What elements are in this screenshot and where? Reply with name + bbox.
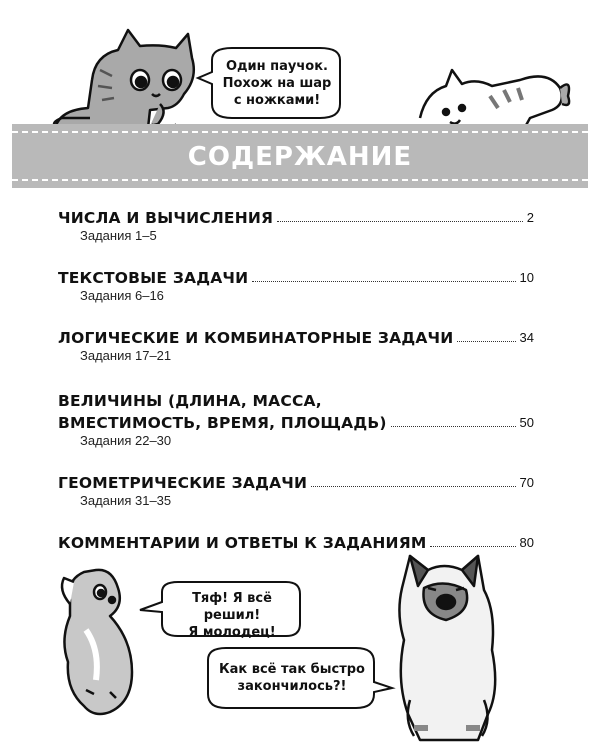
toc-entry[interactable]: [58, 385, 534, 450]
toc-entry[interactable]: [58, 325, 534, 365]
speech-text-left: [164, 590, 300, 641]
toc-entry[interactable]: [58, 470, 534, 510]
toc-entry[interactable]: [58, 205, 534, 245]
header-banner: [12, 124, 588, 188]
toc-entry-title: ЛОГИЧЕСКИЕ И КОМБИНАТОРНЫЕ ЗАДАЧИ: [58, 329, 454, 347]
leader-dots: [457, 341, 515, 342]
speech-line: Как всё так быстро: [219, 662, 365, 677]
toc-entry-tasks: Задания 6–16: [80, 288, 164, 303]
banner-dashed-line-top: [12, 131, 588, 133]
speech-line: закончилось?!: [237, 679, 347, 694]
dog-icon: [62, 570, 132, 714]
toc-entry-page: 34: [519, 330, 534, 345]
leader-dots: [277, 221, 523, 222]
toc-entry-tasks: Задания 17–21: [80, 348, 172, 363]
toc-entry-title: ГЕОМЕТРИЧЕСКИЕ ЗАДАЧИ: [58, 474, 308, 492]
toc-entry-tasks: Задания 31–35: [80, 493, 172, 508]
toc-entry-page: 10: [519, 270, 534, 285]
leader-dots: [311, 486, 515, 487]
toc-entry-title-cont: ВМЕСТИМОСТЬ, ВРЕМЯ, ПЛОЩАДЬ): [58, 414, 387, 432]
tabby-cat-icon: [54, 30, 194, 128]
speech-text-top: [214, 58, 340, 109]
speech-line: Я молодец!: [188, 625, 276, 640]
toc-entry[interactable]: [58, 530, 534, 552]
speech-line: Тяф! Я всё решил!: [192, 591, 272, 623]
speech-line: Похож на шар: [222, 76, 332, 91]
toc-entry-tasks: Задания 22–30: [80, 433, 172, 448]
toc-entry-title: ВЕЛИЧИНЫ (ДЛИНА, МАССА,: [58, 392, 322, 410]
toc-entry[interactable]: [58, 265, 534, 305]
speech-line: с ножками!: [233, 93, 321, 108]
toc-entry-title: ТЕКСТОВЫЕ ЗАДАЧИ: [58, 269, 249, 287]
page-title: СОДЕРЖАНИЕ: [187, 142, 413, 172]
toc-entry-page: 70: [519, 475, 534, 490]
toc-entry-title: КОММЕНТАРИИ И ОТВЕТЫ К ЗАДАНИЯМ: [58, 534, 427, 552]
toc-entry-page: 2: [526, 210, 534, 225]
toc-entry-page: 50: [519, 415, 534, 430]
table-of-contents: [58, 205, 534, 552]
toc-entry-title: ЧИСЛА И ВЫЧИСЛЕНИЯ: [58, 209, 274, 227]
banner-dashed-line-bottom: [12, 179, 588, 181]
leader-dots: [391, 426, 516, 427]
toc-entry-tasks: Задания 1–5: [80, 228, 157, 243]
leader-dots: [252, 281, 515, 282]
speech-text-right: [210, 661, 374, 695]
leader-dots: [430, 546, 515, 547]
speech-line: Один паучок.: [225, 59, 328, 74]
toc-entry-page: 80: [519, 535, 534, 550]
siamese-cat-icon: [399, 556, 495, 740]
